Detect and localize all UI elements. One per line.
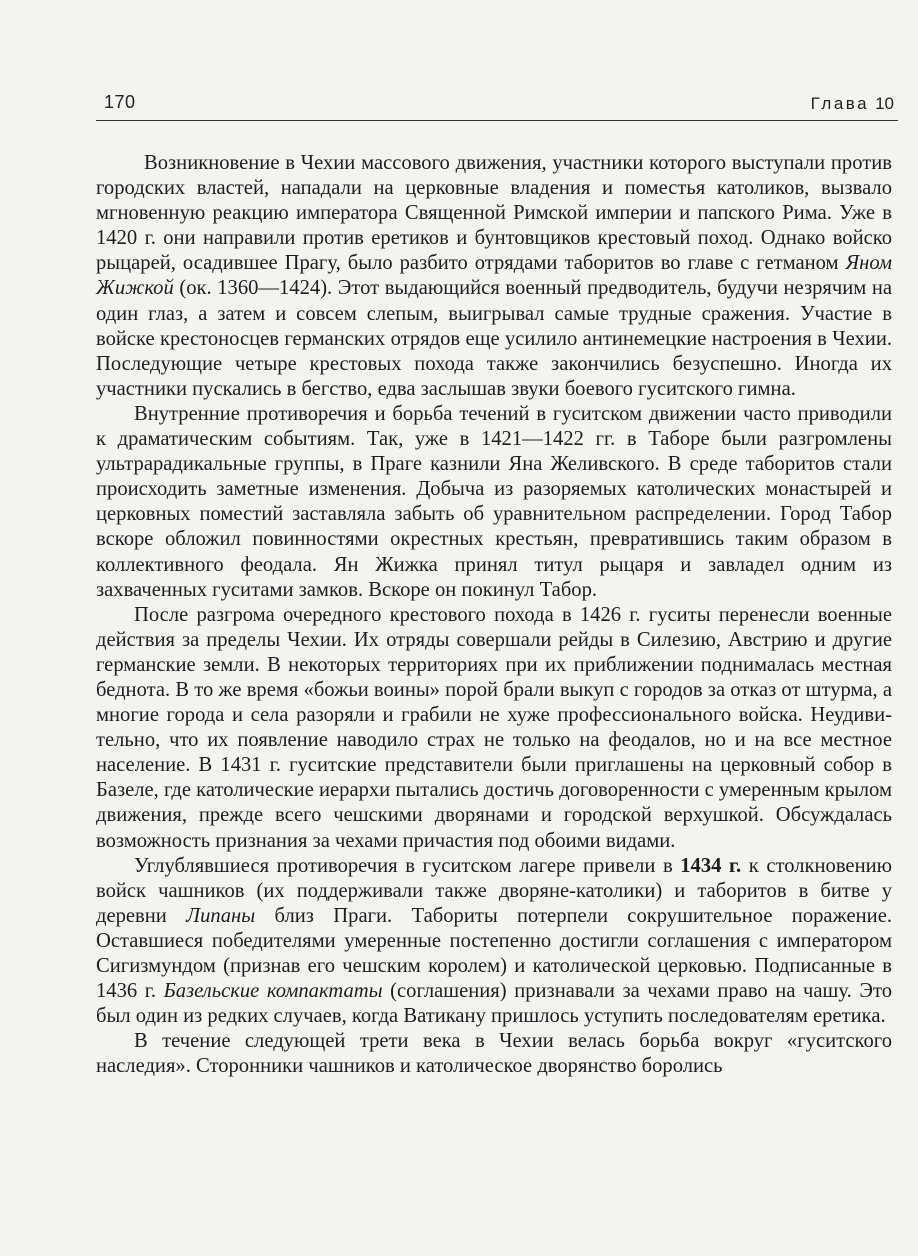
text-run: Внутренние противоречия и борьба течений в гуситском движении часто приводили к драматическим событиям. Так, уже в 1421—1422 гг. в Таборе были разгромлены ультрарадикальные группы, в Праге казнили Яна Желивского. В среде таборитов стали происходить заметные изменения. Добыча из разоряемых католических монастырей и церковных поместий заставляла забыть об уравнительном распределении. Город Табор вскоре обложил повинностями окрестных крестьян, превратившись таким образом в коллективного феодала. Ян Жижка принял титул рыцаря и завладел одним из захваченных гуситами замков. Вскоре он покинул Табор.: [96, 402, 892, 601]
text-run: После разгрома очередного крестового похода в 1426 г. гуситы перенесли военные действия за пределы Чехии. Их отряды совершали рейды в Силезию, Австрию и другие германские земли. В некоторых территориях при их приближении поднималась местная беднота. В то же время «божьи воины» порой брали выкуп с городов за отказ от штурма, а многие города и села разоряли и грабили не хуже профессионального войска. Неудивительно, что их появление наводило страх не только на феодалов, но и на все местное население. В 1431 г. гуситские представители были приглашены на церковный собор в Базеле, где католические иерархи пытались достичь договоренности с умеренным крылом движения, прежде всего чешскими дворянами и городской верхушкой. Обсуждалась возможность признания за чехами причастия под обоими видами.: [96, 603, 892, 852]
paragraph: [96, 151, 892, 402]
paragraph: [96, 1029, 892, 1079]
chapter-word: Глава: [810, 94, 870, 113]
running-header: [96, 90, 898, 121]
text-run: (соглашения) признавали за чехами право на чашу. Это был один из редких случаев, когда Ватикану пришлось уступить последователям еретика.: [96, 980, 892, 1028]
chapter-title: [811, 94, 894, 114]
text-run: к столкновению войск чашников (их поддерживали также дворяне-католики) и таборитов в битве у деревни: [96, 854, 892, 927]
emphasis-bold: 1434 г.: [680, 854, 742, 877]
paragraph: [96, 402, 892, 603]
text-run: близ Праги. Табориты потерпели сокрушительное поражение. Оставшиеся победителями умеренные постепенно достигли соглашения с императором Сигизмундом (признав его чешским королем) и католической церковью. Подписанные в 1436 г.: [96, 904, 892, 1003]
emphasis-italic: Базельские компактаты: [163, 980, 383, 1003]
chapter-number: 10: [875, 94, 894, 113]
emphasis-italic: Липаны: [186, 904, 256, 927]
page-number: 170: [104, 92, 136, 112]
emphasis-italic: Яном Жижкой: [96, 252, 892, 300]
paragraph: [96, 854, 892, 1030]
body-text: [96, 151, 892, 1079]
text-run: (ок. 1360—1424). Этот выдающийся военный предводитель, будучи незрячим на один глаз, а затем и совсем слепым, выигрывал самые трудные сражения. Участие в войске крестоносцев германских отрядов еще усилило антинемецкие настроения в Чехии. Последующие четыре крестовых похода также закончились безуспешно. Иногда их участники пускались в бегство, едва заслышав звуки боевого гуситского гимна.: [96, 277, 892, 400]
text-run: Углублявшиеся противоречия в гуситском лагере привели в: [134, 854, 681, 877]
text-run: В течение следующей трети века в Чехии велась борьба вокруг «гуситского наследия». Сторонники чашников и католическое дворянство боролись: [96, 1030, 892, 1078]
paragraph: [96, 603, 892, 854]
text-run: Возникновение в Чехии массового движения, участники которого выступали против городских властей, нападали на церковные владения и поместья католиков, вызвало мгновенную реакцию императора Священной Римской империи и папского Рима. Уже в 1420 г. они направили против еретиков и бунтовщиков крестовый поход. Однако войско рыцарей, осадившее Прагу, было разбито отрядами таборитов во главе с гетманом: [96, 152, 892, 275]
